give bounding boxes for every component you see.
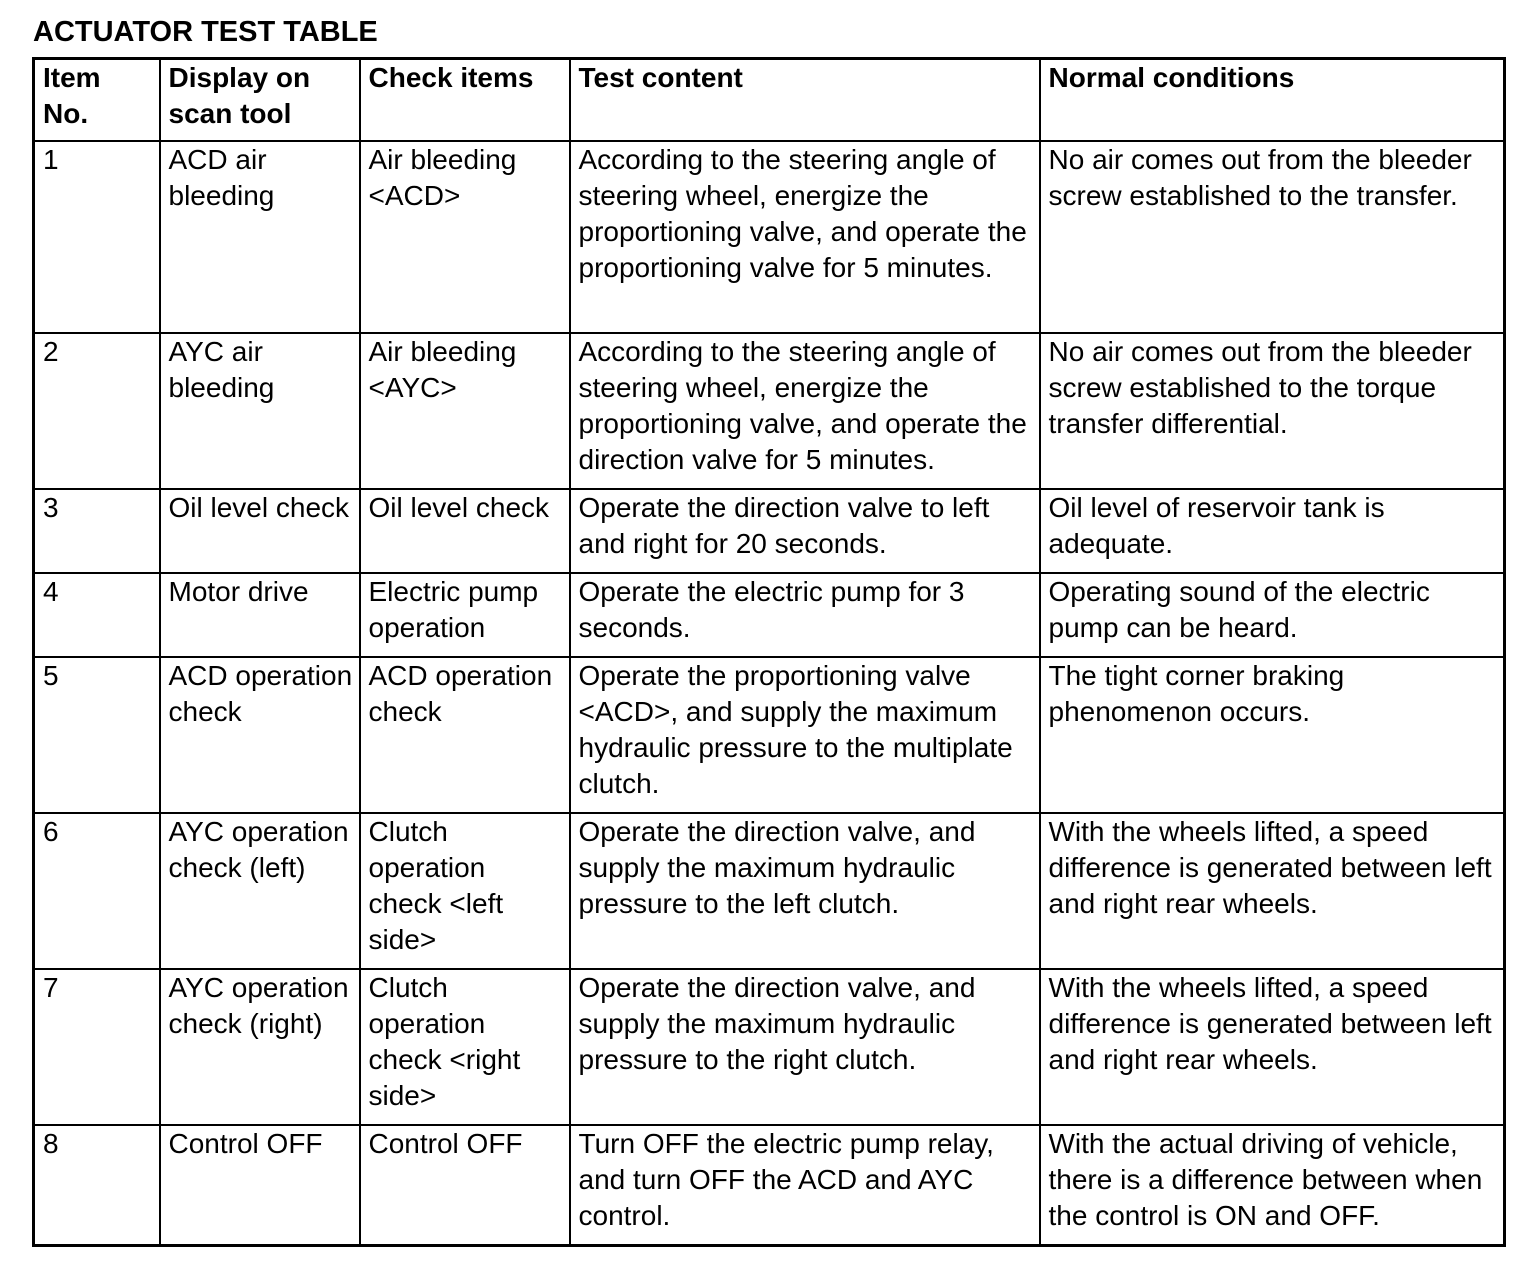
test-content-cell: Operate the direction valve, and supply the maximum hydraulic pressure to the left clutch. [570, 813, 1040, 969]
display-cell: AYC operation check (left) [160, 813, 360, 969]
check-items-cell: Oil level check [360, 489, 570, 573]
test-content-cell: Turn OFF the electric pump relay, and turn OFF the ACD and AYC control. [570, 1125, 1040, 1246]
display-cell: AYC air bleeding [160, 333, 360, 489]
table-row [34, 573, 1505, 657]
column-header-normal-conditions: Normal conditions [1040, 59, 1505, 142]
display-cell: ACD operation check [160, 657, 360, 813]
check-items-cell: Control OFF [360, 1125, 570, 1246]
table-row [34, 141, 1505, 333]
table-row [34, 333, 1505, 489]
normal-conditions-cell: With the actual driving of vehicle, there is a difference between when the control is ON and OFF. [1040, 1125, 1505, 1246]
table-row [34, 813, 1505, 969]
actuator-test-table [32, 57, 1506, 1247]
item-no-cell: 8 [34, 1125, 160, 1246]
normal-conditions-cell: Operating sound of the electric pump can be heard. [1040, 573, 1505, 657]
check-items-cell: Air bleeding <ACD> [360, 141, 570, 333]
test-content-cell: According to the steering angle of steering wheel, energize the proportioning valve, and operate the proportioning valve for 5 minutes. [570, 141, 1040, 333]
display-cell: Motor drive [160, 573, 360, 657]
table-row [34, 489, 1505, 573]
table-row [34, 969, 1505, 1125]
normal-conditions-cell: No air comes out from the bleeder screw established to the transfer. [1040, 141, 1505, 333]
table-row [34, 657, 1505, 813]
column-header-check-items: Check items [360, 59, 570, 142]
display-cell: ACD air bleeding [160, 141, 360, 333]
item-no-cell: 1 [34, 141, 160, 333]
display-cell: Control OFF [160, 1125, 360, 1246]
test-content-cell: Operate the direction valve, and supply the maximum hydraulic pressure to the right clutch. [570, 969, 1040, 1125]
column-header-test-content: Test content [570, 59, 1040, 142]
item-no-cell: 4 [34, 573, 160, 657]
item-no-cell: 3 [34, 489, 160, 573]
normal-conditions-cell: With the wheels lifted, a speed difference is generated between left and right rear wheels. [1040, 969, 1505, 1125]
check-items-cell: Clutch operation check <left side> [360, 813, 570, 969]
normal-conditions-cell: The tight corner braking phenomenon occurs. [1040, 657, 1505, 813]
check-items-cell: Electric pump operation [360, 573, 570, 657]
item-no-cell: 6 [34, 813, 160, 969]
header-row [34, 59, 1505, 142]
normal-conditions-cell: Oil level of reservoir tank is adequate. [1040, 489, 1505, 573]
item-no-cell: 7 [34, 969, 160, 1125]
test-content-cell: Operate the direction valve to left and right for 20 seconds. [570, 489, 1040, 573]
normal-conditions-cell: With the wheels lifted, a speed difference is generated between left and right rear wheels. [1040, 813, 1505, 969]
test-content-cell: Operate the electric pump for 3 seconds. [570, 573, 1040, 657]
normal-conditions-cell: No air comes out from the bleeder screw established to the torque transfer differential. [1040, 333, 1505, 489]
table-row [34, 1125, 1505, 1246]
column-header-display: Display on scan tool [160, 59, 360, 142]
display-cell: Oil level check [160, 489, 360, 573]
test-content-cell: Operate the proportioning valve <ACD>, and supply the maximum hydraulic pressure to the multiplate clutch. [570, 657, 1040, 813]
test-content-cell: According to the steering angle of steering wheel, energize the proportioning valve, and operate the direction valve for 5 minutes. [570, 333, 1040, 489]
check-items-cell: Air bleeding <AYC> [360, 333, 570, 489]
display-cell: AYC operation check (right) [160, 969, 360, 1125]
item-no-cell: 5 [34, 657, 160, 813]
check-items-cell: ACD operation check [360, 657, 570, 813]
check-items-cell: Clutch operation check <right side> [360, 969, 570, 1125]
page-title: ACTUATOR TEST TABLE [33, 16, 378, 48]
column-header-item-no: Item No. [34, 59, 160, 142]
item-no-cell: 2 [34, 333, 160, 489]
